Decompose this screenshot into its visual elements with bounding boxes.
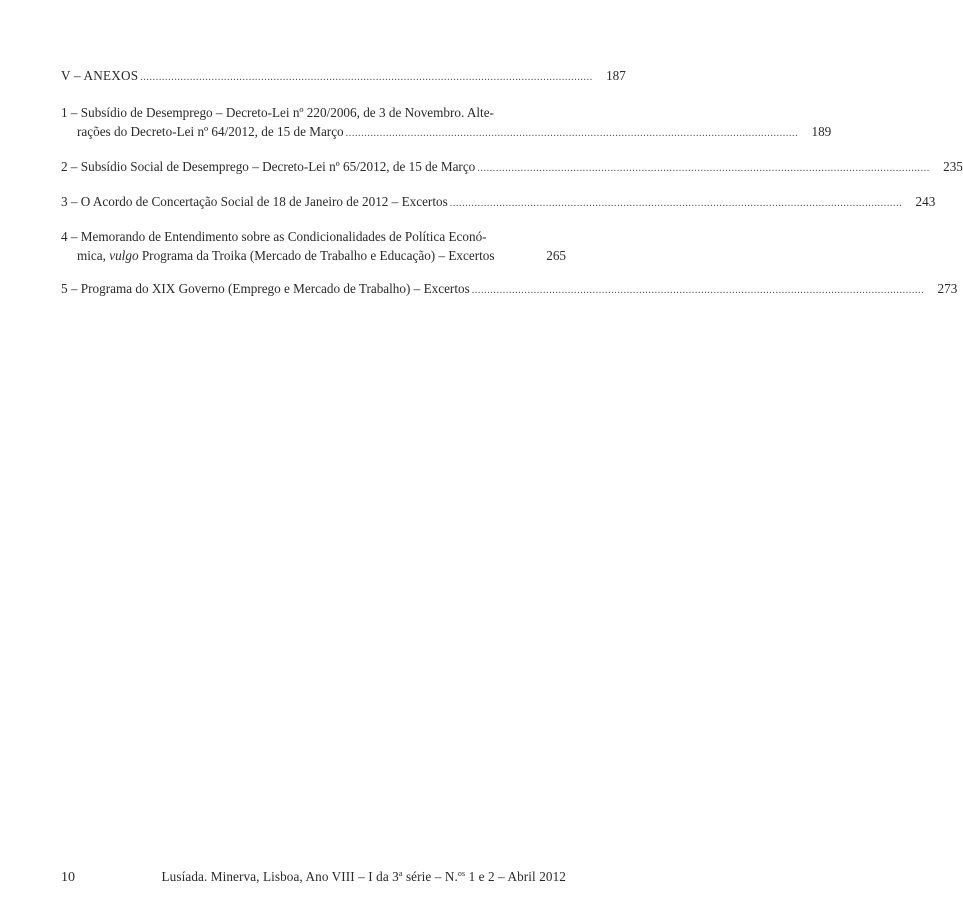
footer-sup: a — [398, 869, 403, 878]
toc-entry[interactable] — [61, 103, 832, 143]
toc-page-number: 187 — [606, 68, 626, 83]
toc-page-number: 265 — [546, 248, 566, 263]
running-footer — [162, 869, 566, 885]
toc-heading-anexos[interactable] — [61, 66, 626, 87]
leader-dots: .................................................................................................................................................. — [471, 285, 925, 296]
toc-heading-label: V – ANEXOS — [61, 68, 139, 83]
toc-entry-line: 1 – Subsídio de Desemprego – Decreto-Lei nº 220/2006, de 3 de Novembro. Alte- — [61, 105, 494, 120]
footer-series: série – N. — [402, 869, 458, 884]
toc-entry-line: 5 – Programa do XIX Governo (Emprego e Mercado de Trabalho) – Excertos — [61, 281, 470, 296]
toc-entry[interactable] — [61, 192, 936, 213]
toc-entry-line: 4 – Memorando de Entendimento sobre as Condicionalidades de Política Econó- — [61, 229, 487, 244]
toc-entry-line: rações do Decreto-Lei nº 64/2012, de 15 de Março — [77, 124, 344, 139]
toc-page-number: 273 — [937, 281, 958, 296]
toc-entry-text: Programa da Troika (Mercado de Trabalho e Educação) – Excertos — [138, 248, 495, 263]
toc-entry[interactable] — [61, 227, 566, 265]
footer-tail: 1 e 2 – Abril 2012 — [465, 869, 566, 884]
toc-page-number: 243 — [915, 194, 936, 209]
toc-entry-line: 2 – Subsídio Social de Desemprego – Decreto-Lei nº 65/2012, de 15 de Março — [61, 159, 476, 174]
toc-entry-text: mica, — [77, 248, 110, 263]
toc-entry-line: 3 – O Acordo de Concertação Social de 18 de Janeiro de 2012 – Excertos — [61, 194, 448, 209]
leader-dots: .................................................................................................................................................. — [449, 198, 903, 209]
table-of-contents — [61, 66, 963, 300]
leader-dots: .................................................................................................................................................. — [140, 72, 593, 83]
toc-entry-line — [77, 246, 495, 265]
toc-entry[interactable] — [61, 157, 963, 178]
folio-page-number: 10 — [61, 870, 75, 885]
footer-sup: os — [457, 869, 466, 878]
toc-entry[interactable] — [61, 279, 958, 300]
page-footer — [61, 869, 566, 886]
leader-dots: .................................................................................................................................................. — [345, 128, 799, 139]
toc-page-number: 189 — [811, 124, 832, 139]
toc-entry-italic: vulgo — [109, 248, 139, 263]
footer-journal: Lusíada. Minerva, Lisboa, Ano VIII – I da 3 — [161, 869, 399, 884]
leader-dots: .................................................................................................................................................. — [477, 163, 930, 174]
toc-page-number: 235 — [943, 159, 963, 174]
